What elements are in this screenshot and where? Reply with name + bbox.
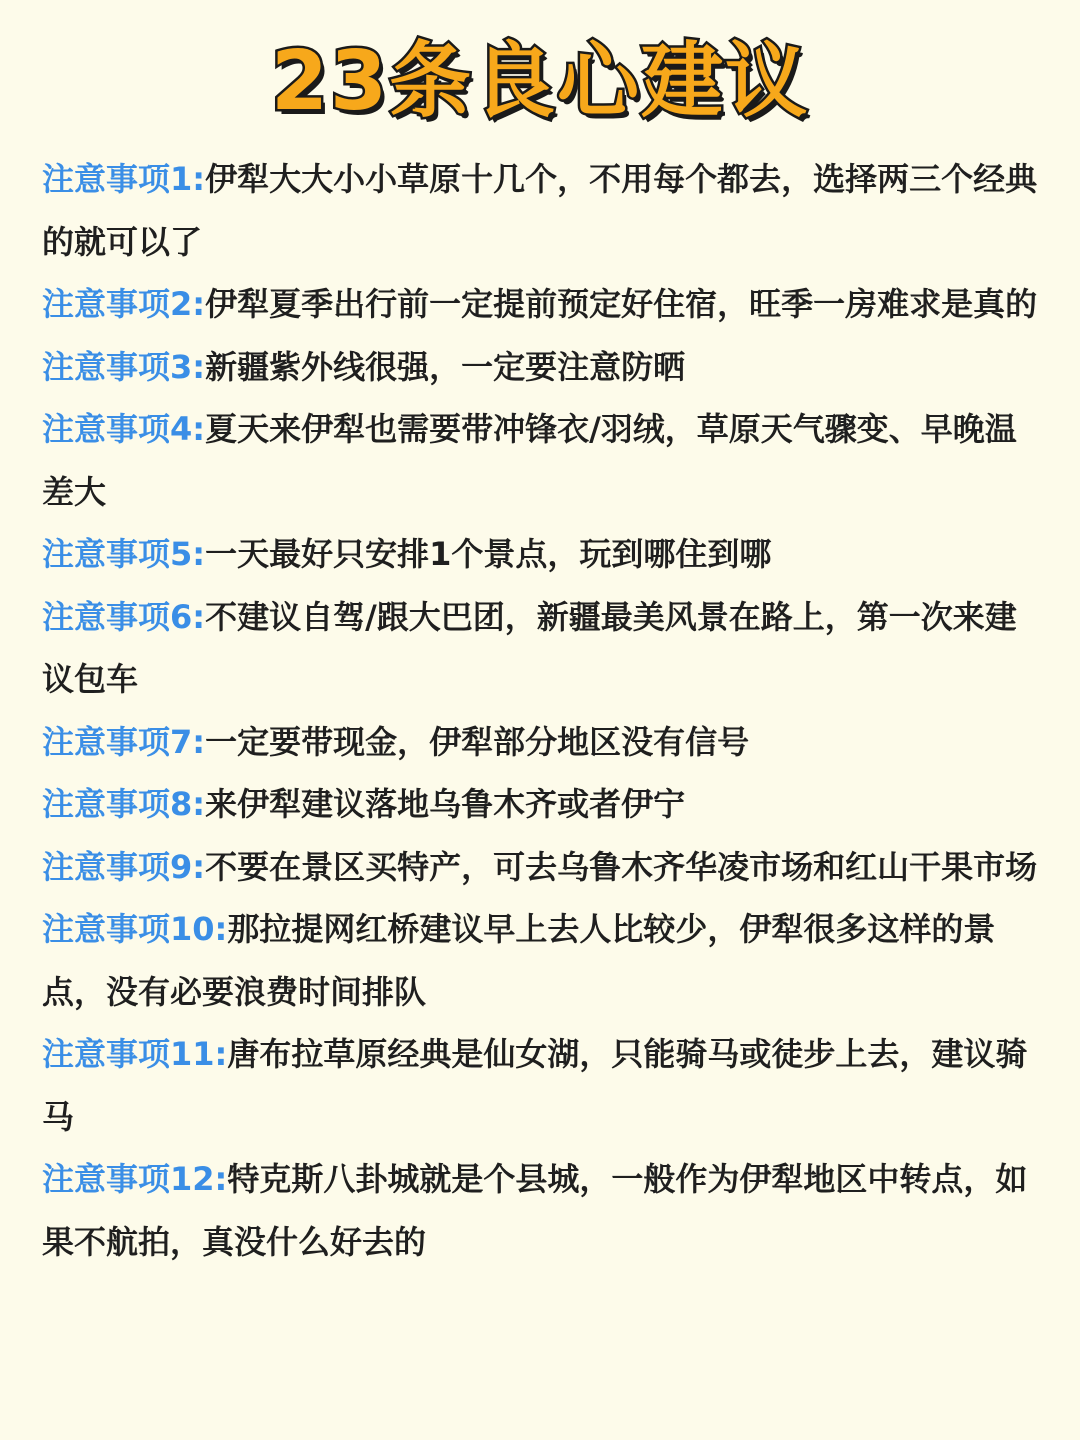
tip-item bbox=[42, 336, 1038, 399]
tip-text: 不要在景区买特产，可去乌鲁木齐华凌市场和红山干果市场 bbox=[205, 847, 1038, 886]
tip-item bbox=[42, 898, 1038, 1023]
tip-text: 新疆紫外线很强，一定要注意防晒 bbox=[205, 347, 686, 386]
tip-label: 注意事项4: bbox=[42, 410, 206, 448]
tip-label: 注意事项2: bbox=[42, 285, 206, 323]
tip-item bbox=[42, 523, 1038, 586]
tip-text: 夏天来伊犁也需要带冲锋衣/羽绒，草原天气骤变、早晚温差大 bbox=[42, 410, 1017, 511]
tip-item bbox=[42, 148, 1038, 273]
tip-item bbox=[42, 398, 1038, 523]
tip-item bbox=[42, 1023, 1038, 1148]
tip-item bbox=[42, 586, 1038, 711]
tip-text: 特克斯八卦城就是个县城，一般作为伊犁地区中转点，如果不航拍，真没什么好去的 bbox=[42, 1160, 1028, 1261]
tip-label: 注意事项12: bbox=[42, 1160, 228, 1198]
tip-text: 来伊犁建议落地乌鲁木齐或者伊宁 bbox=[205, 785, 686, 823]
tip-text: 一定要带现金，伊犁部分地区没有信号 bbox=[205, 722, 750, 761]
tip-text: 那拉提网红桥建议早上去人比较少，伊犁很多这样的景点，没有必要浪费时间排队 bbox=[42, 910, 996, 1011]
tip-label: 注意事项8: bbox=[42, 785, 206, 823]
tip-label: 注意事项11: bbox=[42, 1035, 228, 1073]
tip-label: 注意事项5: bbox=[42, 535, 206, 573]
tip-label: 注意事项10: bbox=[42, 910, 228, 948]
tip-item bbox=[42, 836, 1038, 899]
tip-item bbox=[42, 773, 1038, 836]
tip-label: 注意事项7: bbox=[42, 722, 206, 761]
page-title: 23条良心建议 bbox=[270, 34, 810, 129]
tip-label: 注意事项1: bbox=[42, 160, 206, 198]
tip-item bbox=[42, 711, 1038, 774]
tip-label: 注意事项3: bbox=[42, 347, 206, 386]
tip-text: 一天最好只安排1个景点，玩到哪住到哪 bbox=[205, 535, 772, 573]
tip-text: 不建议自驾/跟大巴团，新疆最美风景在路上，第一次来建议包车 bbox=[42, 597, 1017, 698]
tip-text: 唐布拉草原经典是仙女湖，只能骑马或徒步上去，建议骑马 bbox=[42, 1035, 1028, 1136]
tip-item bbox=[42, 273, 1038, 336]
tip-label: 注意事项9: bbox=[42, 847, 206, 886]
tip-label: 注意事项6: bbox=[42, 597, 206, 636]
tips-list bbox=[42, 148, 1038, 1273]
tip-item bbox=[42, 1148, 1038, 1273]
tip-text: 伊犁大大小小草原十几个，不用每个都去，选择两三个经典的就可以了 bbox=[42, 160, 1038, 261]
tip-text: 伊犁夏季出行前一定提前预定好住宿，旺季一房难求是真的 bbox=[205, 285, 1038, 323]
